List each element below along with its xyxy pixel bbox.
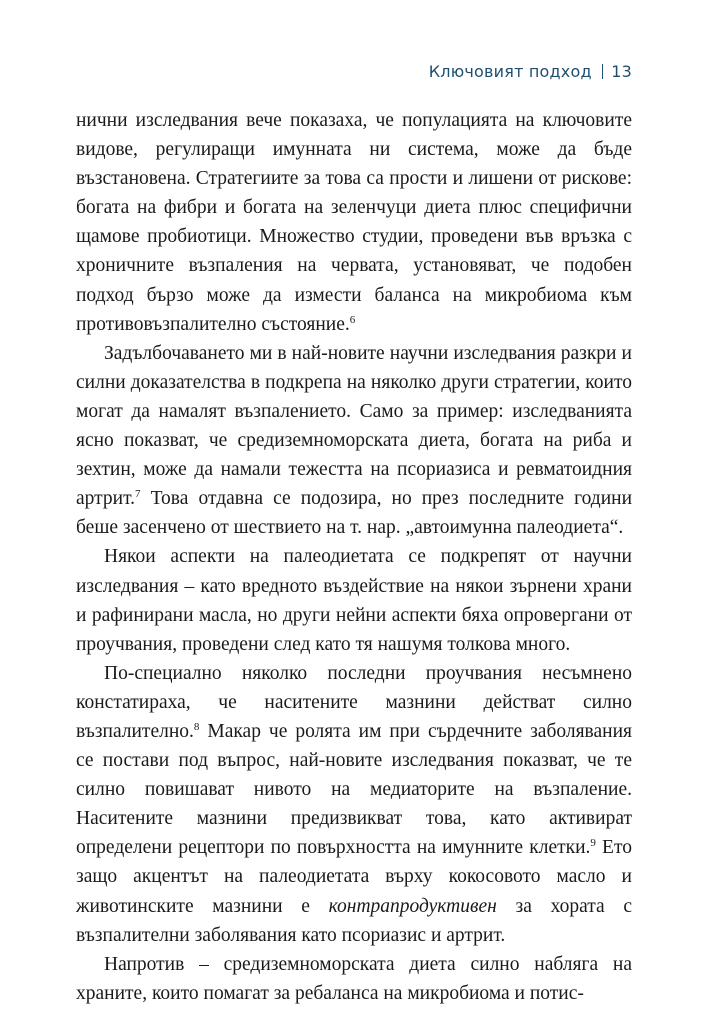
page-number: 13 [611,62,632,81]
paragraph-5 [76,950,632,1008]
paragraph-1-text: нични изследвания вече показаха, че популацията на ключовите видове, регулиращи имунната ни система, може да бъде възстановена. Стратегиите за това са прости и лишени от рискове: богата на фибри и богата на зеленчуци диета плюс специфични щамове пробиотици. Множество студии, проведени във връзка с хроничните възпаления на червата, установяват, че подобен подход бързо може да измести баланса на микробиома към противовъзпалително състояние. [76,110,632,335]
paragraph-1 [76,106,632,339]
footnote-ref-7: 7 [135,488,141,501]
paragraph-5-text: Напротив – средиземноморската диета силно набляга на храните, които помагат за ребаланса на микробиома и потис- [76,953,632,1004]
paragraph-3-text: Някои аспекти на палеодиетата се подкрепят от научни изследвания – като вредното въздействие на някои зърнени храни и рафинирани масла, но други нейни аспекти бяха опровергани от проучвания, проведени след като тя нашумя толкова много. [76,546,632,655]
paragraph-4 [76,659,632,950]
paragraph-2 [76,339,632,543]
paragraph-2-text-b: Това отдавна се подозира, но през последните години беше засенчено от шествието на т. нар. „автоимунна палеодиета“. [76,488,632,539]
paragraph-2-text-a: Задълбочаването ми в най-новите научни изследвания разкри и силни доказателства в подкрепа на няколко други стратегии, които могат да намалят възпалението. Само за пример: изследванията ясно показват, че средиземноморската диета, богата на риба и зехтин, може да намали тежестта на псориазиса и ревматоидния артрит. [76,342,632,510]
paragraph-4-text-b: Макар че ролята им при сърдечните заболявания се постави под въпрос, най-новите изследвания показват, че те силно повишават нивото на медиаторите на възпаление. Наситените мазнини предизвикват това, като активират определени рецептори по повърхността на имунните клетки. [76,720,632,859]
paragraph-4-text-a: По-специално няколко последни проучвания несъмнено констатираха, че наситените мазнини действат силно възпалително. [76,662,632,742]
paragraph-4-text-c: Ето защо акцентът на палеодиетата върху кокосовото масло и животинските мазнини е [76,837,632,917]
running-header [429,62,632,81]
header-separator [602,64,604,79]
emphasis-text: контрапродуктивен [328,895,497,917]
chapter-title: Ключовият подход [428,62,592,81]
footnote-ref-8: 8 [193,720,200,733]
body-text [76,106,632,1008]
footnote-ref-9: 9 [590,837,596,850]
footnote-ref-6: 6 [349,313,356,326]
paragraph-3 [76,542,632,658]
paragraph-4-text-d: за хората с възпалителни заболявания като псориазис и артрит. [76,895,632,946]
